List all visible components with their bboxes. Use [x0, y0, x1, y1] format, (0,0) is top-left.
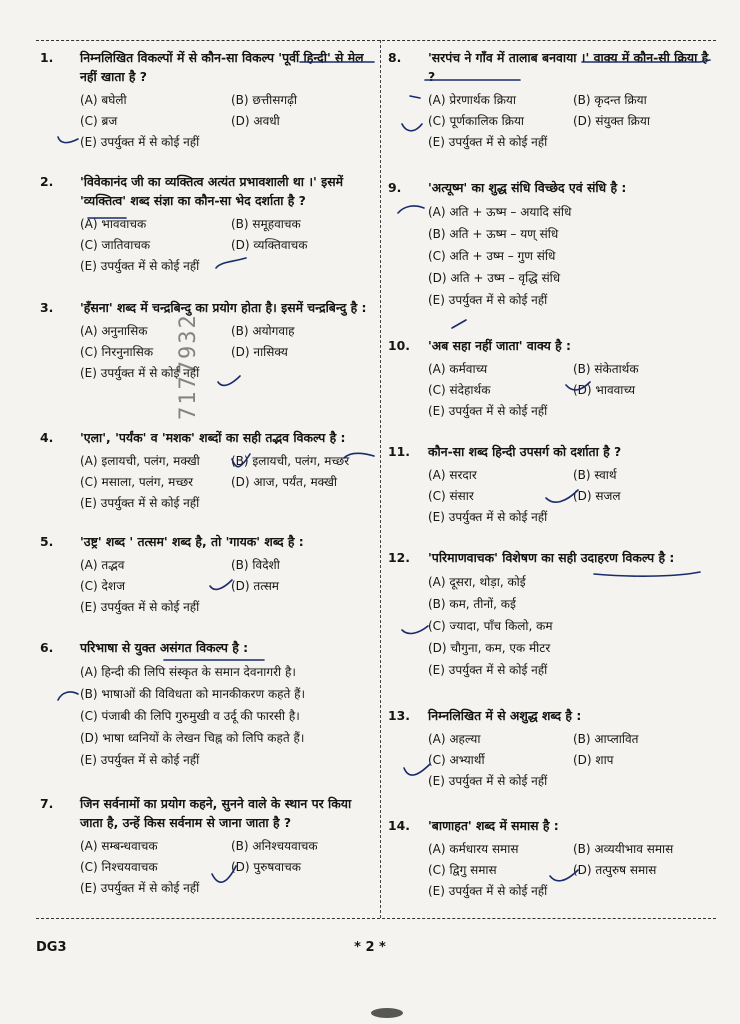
option-e[interactable]: (E) उपर्युक्त में से कोई नहीं: [80, 259, 200, 273]
question-8: [388, 48, 712, 153]
question-text: 'उष्ट्र' शब्द ' तत्सम' शब्द है, तो 'गायक' शब्द है :: [80, 534, 304, 549]
option-b[interactable]: (B) अति + ऊष्म – यण् संधि: [428, 227, 559, 241]
question-number: 12.: [388, 550, 410, 565]
question-text: कौन-सा शब्द हिन्दी उपसर्ग को दर्शाता है ?: [428, 444, 622, 459]
option-c[interactable]: (C) निरनुनासिक: [80, 345, 154, 359]
option-e[interactable]: (E) उपर्युक्त में से कोई नहीं: [80, 366, 200, 380]
options: [388, 571, 712, 681]
option-b[interactable]: (B) अनिश्चयवाचक: [231, 839, 318, 853]
question-number: 1.: [40, 50, 54, 65]
option-c[interactable]: (C) जातिवाचक: [80, 238, 151, 252]
question-text: परिभाषा से युक्त असंगत विकल्प है :: [80, 640, 249, 655]
options: [40, 321, 376, 384]
options: [388, 201, 712, 311]
option-c[interactable]: (C) निश्चयवाचक: [80, 860, 158, 874]
option-b[interactable]: (B) अयोगवाह: [231, 324, 295, 338]
option-e[interactable]: (E) उपर्युक्त में से कोई नहीं: [428, 774, 548, 788]
option-e[interactable]: (E) उपर्युक्त में से कोई नहीं: [80, 600, 200, 614]
option-b[interactable]: (B) आप्लावित: [573, 732, 639, 746]
question-number: 9.: [388, 180, 402, 195]
vertical-stamp-number: 7177932: [176, 313, 201, 420]
option-b[interactable]: (B) संकेतार्थक: [573, 362, 639, 376]
option-b[interactable]: (B) कृदन्त क्रिया: [573, 93, 647, 107]
question-9: [388, 178, 712, 311]
question-number: 13.: [388, 708, 410, 723]
option-b[interactable]: (B) इलायची, पलंग, मच्छर: [231, 454, 350, 468]
question-number: 6.: [40, 640, 54, 655]
question-text: 'विवेकानंद जी का व्यक्तित्व अत्यंत प्रभावशाली था ।' इसमें 'व्यक्तित्व' शब्द संज्ञा का कौन-सा भेद दर्शाता है ?: [80, 174, 344, 208]
option-e[interactable]: (E) उपर्युक्त में से कोई नहीं: [428, 135, 548, 149]
option-a[interactable]: (A) अहल्या: [428, 732, 481, 746]
question-1: [40, 48, 376, 153]
question-text: निम्नलिखित में से अशुद्ध शब्द है :: [428, 708, 582, 723]
option-a[interactable]: (A) इलायची, पलंग, मक्खी: [80, 454, 200, 468]
question-7: [40, 794, 376, 899]
question-number: 10.: [388, 338, 410, 353]
option-d[interactable]: (D) आज, पर्यंत, मक्खी: [231, 475, 338, 489]
options: [40, 836, 376, 899]
question-text: 'परिमाणवाचक' विशेषण का सही उदाहरण विकल्प है :: [428, 550, 675, 565]
option-a[interactable]: (A) अनुनासिक: [80, 324, 148, 338]
option-a[interactable]: (A) प्रेरणार्थक क्रिया: [428, 93, 516, 107]
option-b[interactable]: (B) छत्तीसगढ़ी: [231, 93, 297, 107]
option-d[interactable]: (D) चौगुना, कम, एक मीटर: [428, 641, 551, 655]
option-d[interactable]: (D) नासिक्य: [231, 345, 288, 359]
option-d[interactable]: (D) तत्सम: [231, 579, 279, 593]
option-c[interactable]: (C) द्विगु समास: [428, 863, 497, 877]
option-c[interactable]: (C) अभ्यार्थी: [428, 753, 485, 767]
question-number: 7.: [40, 796, 54, 811]
option-a[interactable]: (A) भाववाचक: [80, 217, 147, 231]
question-number: 14.: [388, 818, 410, 833]
option-d[interactable]: (D) अवधी: [231, 114, 280, 128]
option-b[interactable]: (B) भाषाओं की विविधता को मानकीकरण कहते हैं।: [80, 687, 306, 701]
option-d[interactable]: (D) व्यक्तिवाचक: [231, 238, 308, 252]
option-c[interactable]: (C) ज्यादा, पाँच किलो, कम: [428, 619, 553, 633]
option-a[interactable]: (A) अति + ऊष्म – अयादि संधि: [428, 205, 572, 219]
option-b[interactable]: (B) अव्ययीभाव समास: [573, 842, 674, 856]
question-4: [40, 428, 376, 514]
option-c[interactable]: (C) संदेहार्थक: [428, 383, 491, 397]
option-c[interactable]: (C) संसार: [428, 489, 474, 503]
question-text: 'अत्यूष्म' का शुद्ध संधि विच्छेद एवं संधि है :: [428, 180, 627, 195]
option-d[interactable]: (D) तत्पुरुष समास: [573, 863, 657, 877]
options: [388, 359, 712, 422]
option-c[interactable]: (C) पूर्णकालिक क्रिया: [428, 114, 525, 128]
question-2: [40, 172, 376, 277]
question-12: [388, 548, 712, 681]
column-divider: [380, 40, 381, 918]
option-a[interactable]: (A) तद्भव: [80, 558, 125, 572]
option-e[interactable]: (E) उपर्युक्त में से कोई नहीं: [428, 663, 548, 677]
options: [40, 90, 376, 153]
question-number: 8.: [388, 50, 402, 65]
option-c[interactable]: (C) मसाला, पलंग, मच्छर: [80, 475, 194, 489]
question-11: [388, 442, 712, 528]
option-a[interactable]: (A) कर्मवाच्य: [428, 362, 488, 376]
options: [388, 465, 712, 528]
option-b[interactable]: (B) समूहवाचक: [231, 217, 301, 231]
option-a[interactable]: (A) सम्बन्धवाचक: [80, 839, 158, 853]
question-number: 11.: [388, 444, 410, 459]
question-text: 'अब सहा नहीं जाता' वाक्य है :: [428, 338, 571, 353]
ink-smudge: [368, 1005, 406, 1019]
option-d[interactable]: (D) भाववाच्य: [573, 383, 636, 397]
options: [40, 451, 376, 514]
question-6: [40, 638, 376, 771]
option-c[interactable]: (C) ब्रज: [80, 114, 118, 128]
question-14: [388, 816, 712, 902]
question-text: 'बाणाहत' शब्द में समास है :: [428, 818, 559, 833]
question-13: [388, 706, 712, 792]
option-e[interactable]: (E) उपर्युक्त में से कोई नहीं: [428, 404, 548, 418]
option-a[interactable]: (A) दूसरा, थोड़ा, कोई: [428, 575, 526, 589]
options: [40, 661, 376, 771]
option-b[interactable]: (B) स्वार्थ: [573, 468, 617, 482]
option-a[interactable]: (A) कर्मधारय समास: [428, 842, 519, 856]
bottom-rule: [36, 918, 716, 919]
page-number: * 2 *: [354, 940, 386, 955]
paper-code: DG3: [36, 940, 67, 955]
question-text: निम्नलिखित विकल्पों में से कौन-सा विकल्प 'पूर्वी हिन्दी' से मेल नहीं खाता है ?: [80, 50, 364, 84]
question-number: 4.: [40, 430, 54, 445]
options: [40, 214, 376, 277]
question-text: जिन सर्वनामों का प्रयोग कहने, सुनने वाले के स्थान पर किया जाता है, उन्हें किस सर्वनाम से जाना जाता है ?: [80, 796, 352, 830]
top-rule: [36, 40, 716, 41]
question-text: 'एला', 'पर्यंक' व 'मशक' शब्दों का सही तद्भव विकल्प है :: [80, 430, 346, 445]
question-number: 5.: [40, 534, 54, 549]
options: [388, 729, 712, 792]
options: [388, 839, 712, 902]
option-c[interactable]: (C) देशज: [80, 579, 125, 593]
option-e[interactable]: (E) उपर्युक्त में से कोई नहीं: [80, 881, 200, 895]
option-b[interactable]: (B) विदेशी: [231, 558, 280, 572]
question-text: 'सरपंच ने गाँव में तालाब बनवाया ।' वाक्य में कौन-सी क्रिया है ?: [428, 50, 709, 84]
option-d[interactable]: (D) संयुक्त क्रिया: [573, 114, 650, 128]
option-e[interactable]: (E) उपर्युक्त में से कोई नहीं: [428, 884, 548, 898]
option-b[interactable]: (B) कम, तीनों, कई: [428, 597, 516, 611]
question-10: [388, 336, 712, 422]
question-5: [40, 532, 376, 618]
option-e[interactable]: (E) उपर्युक्त में से कोई नहीं: [428, 510, 548, 524]
question-text: 'हँसना' शब्द में चन्द्रबिन्दु का प्रयोग होता है। इसमें चन्द्रबिन्दु है :: [80, 300, 367, 315]
option-d[interactable]: (D) पुरुषवाचक: [231, 860, 301, 874]
option-c[interactable]: (C) अति + उष्म – गुण संधि: [428, 249, 556, 263]
option-d[interactable]: (D) भाषा ध्वनियों के लेखन चिह्न को लिपि कहते हैं।: [80, 731, 305, 745]
option-d[interactable]: (D) सजल: [573, 489, 621, 503]
option-a[interactable]: (A) हिन्दी की लिपि संस्कृत के समान देवनागरी है।: [80, 665, 296, 679]
question-3: [40, 298, 376, 384]
options: [388, 90, 712, 153]
option-e[interactable]: (E) उपर्युक्त में से कोई नहीं: [428, 293, 548, 307]
option-d[interactable]: (D) अति + उष्म – वृद्धि संधि: [428, 271, 561, 285]
option-d[interactable]: (D) शाप: [573, 753, 614, 767]
question-number: 2.: [40, 174, 54, 189]
option-e[interactable]: (E) उपर्युक्त में से कोई नहीं: [80, 753, 200, 767]
options: [40, 555, 376, 618]
option-a[interactable]: (A) बघेली: [80, 93, 127, 107]
option-e[interactable]: (E) उपर्युक्त में से कोई नहीं: [80, 496, 200, 510]
option-a[interactable]: (A) सरदार: [428, 468, 477, 482]
option-c[interactable]: (C) पंजाबी की लिपि गुरुमुखी व उर्दू की फारसी है।: [80, 709, 300, 723]
option-e[interactable]: (E) उपर्युक्त में से कोई नहीं: [80, 135, 200, 149]
question-number: 3.: [40, 300, 54, 315]
